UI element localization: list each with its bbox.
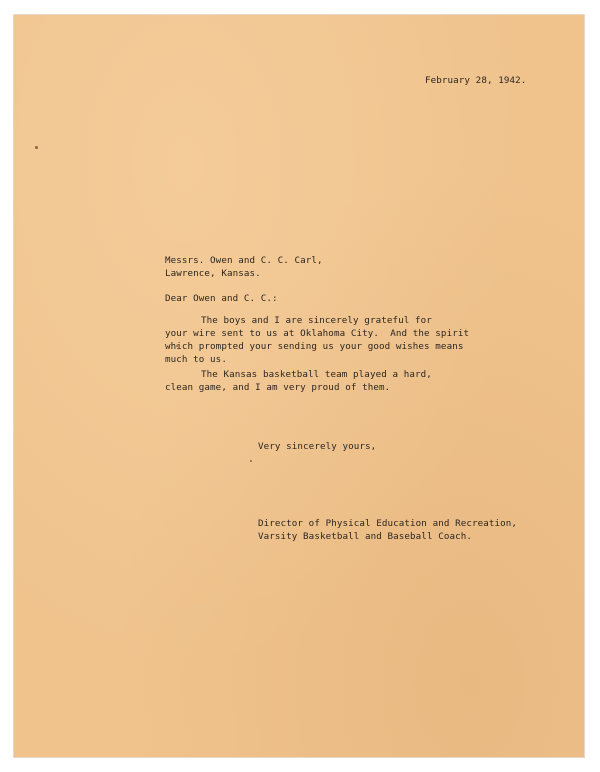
body-paragraph-1-line-4: much to us.	[165, 354, 227, 365]
body-paragraph-2-line-2: clean game, and I am very proud of them.	[165, 382, 391, 393]
body-paragraph-1-line-2: your wire sent to us at Oklahoma City. And the spirit	[165, 328, 470, 339]
salutation: Dear Owen and C. C.:	[165, 293, 278, 304]
signature-title-line-2: Varsity Basketball and Baseball Coach.	[258, 531, 472, 542]
paper-speck	[250, 460, 252, 462]
letter-date: February 28, 1942.	[425, 75, 527, 86]
body-paragraph-2-line-1: The Kansas basketball team played a hard,	[201, 369, 432, 380]
body-paragraph-1-line-3: which prompted your sending us your good wishes means	[165, 341, 464, 352]
recipient-address-line-2: Lawrence, Kansas.	[165, 268, 261, 279]
paper-speck	[35, 146, 38, 149]
recipient-address-line-1: Messrs. Owen and C. C. Carl,	[165, 255, 323, 266]
body-paragraph-1-line-1: The boys and I are sincerely grateful for	[201, 315, 432, 326]
complimentary-closing: Very sincerely yours,	[258, 441, 377, 452]
signature-title-line-1: Director of Physical Education and Recreation,	[258, 518, 518, 529]
